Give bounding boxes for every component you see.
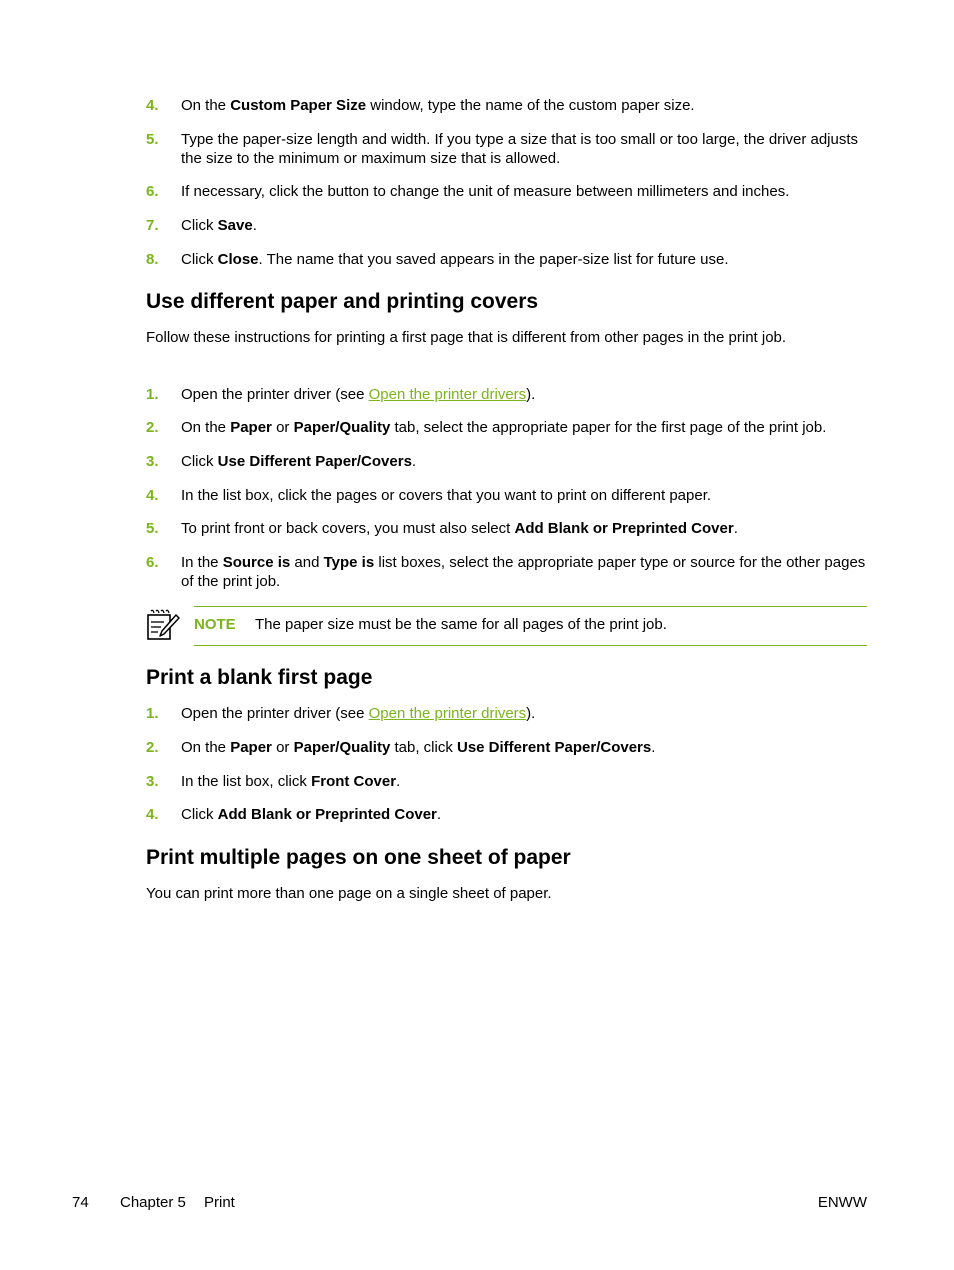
section-intro: You can print more than one page on a single sheet of paper.: [146, 885, 552, 902]
text-run: window, type the name of the custom paper size.: [366, 97, 695, 114]
step-number: 5.: [146, 520, 159, 537]
step-text: [181, 519, 871, 538]
bold-term: Paper: [230, 739, 272, 756]
step-text: [181, 772, 871, 791]
text-run: Click: [181, 217, 218, 234]
step-text: [181, 385, 871, 404]
text-run: . The name that you saved appears in the paper-size list for future use.: [258, 251, 729, 268]
step-number: 6.: [146, 183, 159, 200]
step-text: [181, 250, 871, 269]
text-run: .: [733, 520, 738, 537]
text-run: Open the printer driver (see: [181, 386, 369, 403]
step-number: 1.: [146, 386, 159, 403]
step-number: 1.: [146, 705, 159, 722]
text-run: tab, click: [390, 739, 457, 756]
text-run: To print front or back covers, you must also select: [181, 520, 515, 537]
step-number: 7.: [146, 217, 159, 234]
step-text: [181, 216, 871, 235]
step-text: [181, 130, 871, 168]
bold-term: Paper: [230, 419, 272, 436]
text-run: On the: [181, 419, 231, 436]
text-run: Open the printer driver (see: [181, 705, 369, 722]
step-number: 5.: [146, 131, 159, 148]
step-number: 3.: [146, 453, 159, 470]
footer-page-number: 74: [72, 1194, 89, 1211]
note-text: The paper size must be the same for all pages of the print job.: [255, 616, 667, 633]
note-pad-icon: [146, 609, 180, 641]
text-run: list boxes, select the appropriate paper type or source for the other pages of the print job.: [181, 554, 866, 590]
bold-term: Add Blank or Preprinted Cover: [514, 520, 734, 537]
step-number: 2.: [146, 739, 159, 756]
step-text: [181, 96, 871, 115]
note-label: NOTE: [194, 616, 236, 633]
text-run: tab, select the appropriate paper for the first page of the print job.: [390, 419, 827, 436]
bold-term: Use Different Paper/Covers: [456, 739, 652, 756]
step-text: [181, 738, 871, 757]
text-run: ).: [526, 386, 536, 403]
step-text: [181, 486, 871, 505]
section-heading: Print multiple pages on one sheet of paper: [146, 846, 571, 869]
section-intro: Follow these instructions for printing a first page that is different from other pages in the print job.: [146, 329, 787, 346]
step-text: [181, 452, 871, 471]
printer-drivers-link[interactable]: Open the printer drivers: [368, 386, 527, 403]
footer-right-label: ENWW: [817, 1194, 867, 1211]
bold-term: Source is: [222, 554, 291, 571]
text-run: or: [271, 419, 294, 436]
text-run: .: [396, 773, 401, 790]
text-run: On the: [181, 739, 231, 756]
step-text: [181, 704, 871, 723]
bold-term: Type is: [323, 554, 375, 571]
bold-term: Paper/Quality: [293, 739, 391, 756]
bold-term: Save: [217, 217, 253, 234]
bold-term: Paper/Quality: [293, 419, 391, 436]
text-run: Click: [181, 251, 218, 268]
text-run: .: [436, 806, 442, 823]
footer-chapter: Chapter 5: [120, 1194, 186, 1211]
step-number: 4.: [146, 97, 159, 114]
text-run: On the: [181, 97, 231, 114]
bold-term: Add Blank or Preprinted Cover: [217, 806, 437, 823]
text-run: ).: [526, 705, 536, 722]
text-run: .: [651, 739, 656, 756]
printer-drivers-link[interactable]: Open the printer drivers: [368, 705, 527, 722]
bold-term: Use Different Paper/Covers: [217, 453, 412, 470]
text-run: In the list box, click the pages or covers that you want to print on different paper.: [181, 487, 712, 504]
text-run: In the: [181, 554, 223, 571]
step-text: [181, 182, 871, 201]
text-run: and: [290, 554, 324, 571]
text-run: or: [271, 739, 294, 756]
step-number: 2.: [146, 419, 159, 436]
bold-term: Close: [217, 251, 259, 268]
step-number: 6.: [146, 554, 159, 571]
text-run: If necessary, click the button to change the unit of measure between millimeters and inches.: [181, 183, 790, 200]
footer-chapter-title: Print: [204, 1194, 235, 1211]
step-number: 4.: [146, 487, 159, 504]
text-run: Click: [181, 453, 218, 470]
text-run: Type the paper-size length and width. If you type a size that is too small or too large, the driver adjusts the size to the minimum or maximum size that is allowed.: [181, 131, 859, 167]
text-run: .: [252, 217, 257, 234]
section-heading: Use different paper and printing covers: [146, 290, 539, 313]
step-text: [181, 418, 871, 437]
text-run: Click: [181, 806, 218, 823]
bold-term: Front Cover: [311, 773, 397, 790]
step-number: 8.: [146, 251, 159, 268]
step-text: [181, 553, 871, 591]
section-heading: Print a blank first page: [146, 666, 373, 689]
note-box: [194, 606, 867, 646]
step-number: 4.: [146, 806, 159, 823]
text-run: In the list box, click: [181, 773, 312, 790]
step-number: 3.: [146, 773, 159, 790]
text-run: .: [411, 453, 417, 470]
bold-term: Custom Paper Size: [230, 97, 367, 114]
step-text: [181, 805, 871, 824]
